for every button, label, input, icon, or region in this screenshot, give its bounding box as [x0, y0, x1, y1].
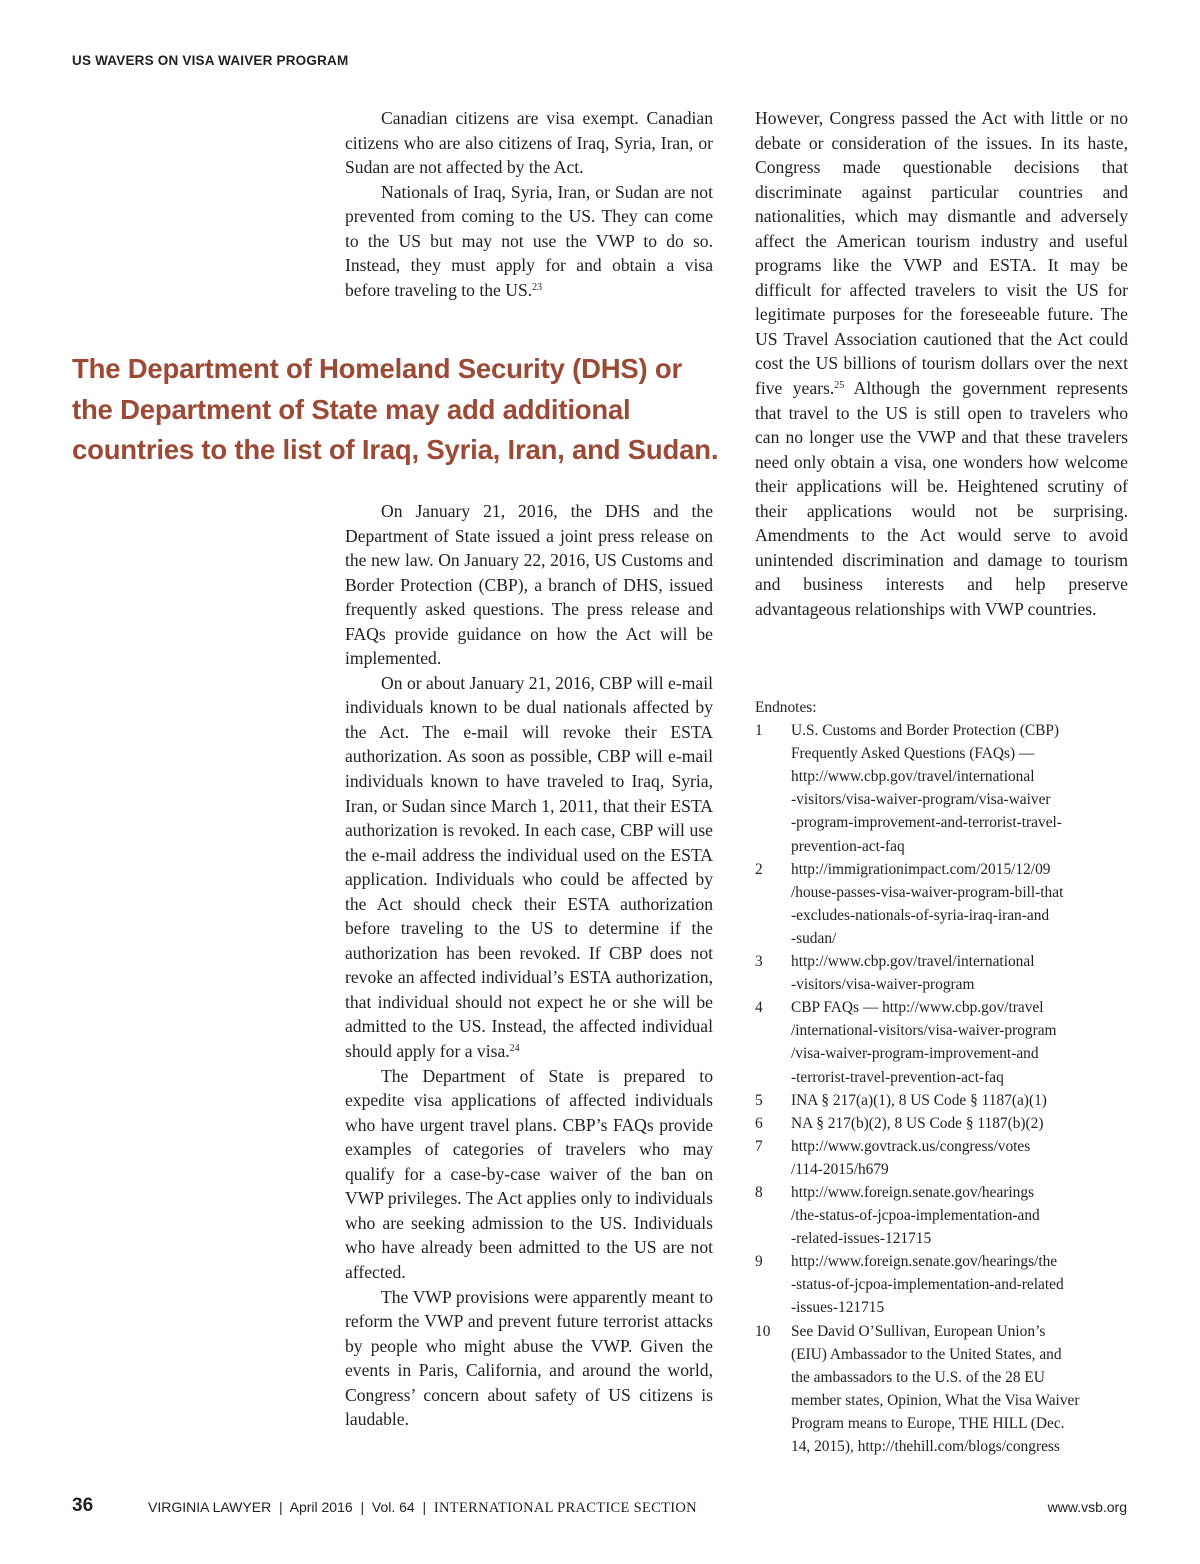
endnote-number: 1: [755, 722, 763, 740]
endnote-text: [791, 950, 1135, 996]
running-head: US WAVERS ON VISA WAIVER PROGRAM: [72, 53, 349, 68]
endnote-line: /visa-waiver-program-improvement-and: [791, 1045, 1039, 1063]
paragraph-text-a: However, Congress passed the Act with little or no debate or consideration of the issues. In its haste, Congress made questionable decisions that discriminate against particular countries and nationalities, which may dismantle and adversely affect the American tourism industry and useful programs like the VWP and ESTA. It may be difficult for affected travelers to visit the US for legitimate purposes for the foreseeable future. The US Travel Association cautioned that the Act could cost the US billions of tourism dollars over the next five years.: [755, 108, 1128, 399]
endnote-item: [755, 1112, 1135, 1135]
endnote-line: prevention-act-faq: [791, 837, 905, 855]
endnote-item: [755, 1320, 1135, 1459]
endnote-number: 3: [755, 953, 763, 971]
endnote-text: [791, 1181, 1135, 1250]
endnote-line: http://www.govtrack.us/congress/votes: [791, 1137, 1031, 1155]
endnote-item: [755, 1135, 1135, 1181]
paragraph-cbp-email: [345, 671, 713, 1064]
endnote-line: -sudan/: [791, 929, 837, 947]
paragraph-state-department: The Department of State is prepared to expedite visa applications of affected individuals who have urgent travel plans. CBP’s FAQs provide examples of categories of travelers who may qualify for a case-by-case waiver of the ban on VWP privileges. The Act applies only to individuals who are seeking admission to the US. Individuals who have already been admitted to the US are not affected.: [345, 1065, 713, 1282]
endnote-number: 5: [755, 1091, 763, 1109]
endnote-line: /house-passes-visa-waiver-program-bill-that: [791, 883, 1064, 901]
issue-date: April 2016: [289, 1499, 353, 1515]
endnote-number: 10: [755, 1322, 771, 1340]
endnote-line: INA § 217(a)(1), 8 US Code § 1187(a)(1): [791, 1091, 1047, 1109]
column-a: [345, 106, 713, 302]
section-name: INTERNATIONAL PRACTICE SECTION: [433, 1500, 697, 1516]
endnote-line: http://www.cbp.gov/travel/international: [791, 768, 1035, 786]
endnote-text: [791, 1089, 1135, 1112]
endnote-line: U.S. Customs and Border Protection (CBP): [791, 722, 1060, 740]
separator: |: [352, 1499, 372, 1515]
endnote-number: 2: [755, 860, 763, 878]
endnote-line: Program means to Europe, THE HILL (Dec.: [791, 1414, 1065, 1432]
endnote-number: 6: [755, 1114, 763, 1132]
endnote-item: [755, 719, 1135, 858]
endnote-ref-25: 25: [834, 380, 845, 392]
endnote-line: -status-of-jcpoa-implementation-and-related: [791, 1276, 1064, 1294]
endnote-text: [791, 996, 1135, 1088]
endnote-line: member states, Opinion, What the Visa Waiver: [791, 1391, 1080, 1409]
endnote-item: [755, 1089, 1135, 1112]
footer-publication-line: [148, 1499, 697, 1517]
endnote-text: [791, 1135, 1135, 1181]
endnote-line: http://www.cbp.gov/travel/international: [791, 953, 1035, 971]
footer-url: www.vsb.org: [1047, 1499, 1127, 1515]
endnote-line: See David O’Sullivan, European Union’s: [791, 1322, 1046, 1340]
endnote-item: [755, 950, 1135, 996]
endnote-line: -terrorist-travel-prevention-act-faq: [791, 1068, 1004, 1086]
endnote-ref-24: 24: [509, 1043, 520, 1055]
paragraph-nationals: [345, 180, 713, 303]
paragraph-congress: [755, 106, 1128, 621]
paragraph-vwp-provisions: The VWP provisions were apparently meant to reform the VWP and prevent future terrorist attacks by people who might abuse the VWP. Given the events in Paris, California, and around the world, Congress’ concern about safety of US citizens is laudable.: [345, 1286, 713, 1430]
endnote-number: 7: [755, 1137, 763, 1155]
endnote-line: 14, 2015), http://thehill.com/blogs/congress: [791, 1438, 1060, 1455]
paragraph-text: Nationals of Iraq, Syria, Iran, or Sudan are not prevented from coming to the US. They can come to the US but may not use the VWP to do so. Instead, they must apply for and obtain a visa before traveling to the US.: [345, 181, 713, 300]
endnote-line: http://www.foreign.senate.gov/hearings/the: [791, 1253, 1058, 1271]
publication-name: VIRGINIA LAWYER: [148, 1499, 272, 1515]
endnote-text: [791, 1320, 1135, 1459]
column-c: [755, 106, 1128, 621]
paragraph-canadian-citizens: Canadian citizens are visa exempt. Canadian citizens who are also citizens of Iraq, Syria, Iran, or Sudan are not affected by the Act.: [345, 108, 713, 178]
endnotes-title: Endnotes:: [755, 699, 817, 716]
page-number: 36: [72, 1495, 94, 1516]
endnote-line: /international-visitors/visa-waiver-program: [791, 1022, 1057, 1040]
endnotes: [755, 696, 1135, 1458]
endnote-item: [755, 996, 1135, 1088]
endnote-text: [791, 858, 1135, 950]
endnote-line: NA § 217(b)(2), 8 US Code § 1187(b)(2): [791, 1114, 1044, 1132]
endnote-line: -excludes-nationals-of-syria-iraq-iran-and: [791, 906, 1050, 924]
endnote-number: 9: [755, 1253, 763, 1271]
column-b: [345, 499, 713, 1432]
page-footer: [0, 1495, 1200, 1519]
endnote-line: -related-issues-121715: [791, 1230, 932, 1248]
endnote-ref-23: 23: [532, 281, 543, 293]
endnote-number: 8: [755, 1183, 763, 1201]
endnote-line: -visitors/visa-waiver-program/visa-waiver: [791, 791, 1051, 809]
endnote-line: /the-status-of-jcpoa-implementation-and: [791, 1207, 1040, 1225]
endnote-line: -issues-121715: [791, 1299, 885, 1317]
endnote-line: -program-improvement-and-terrorist-travel-: [791, 814, 1062, 832]
endnote-line: CBP FAQs — http://www.cbp.gov/travel: [791, 999, 1044, 1017]
endnote-item: [755, 1250, 1135, 1319]
endnote-text: [791, 1112, 1135, 1135]
endnote-text: [791, 1250, 1135, 1319]
paragraph-press-release: On January 21, 2016, the DHS and the Department of State issued a joint press release on the new law. On January 22, 2016, US Customs and Border Protection (CBP), a branch of DHS, issued frequently asked questions. The press release and FAQs provide guidance on how the Act will be implemented.: [345, 501, 713, 669]
endnote-line: the ambassadors to the U.S. of the 28 EU: [791, 1368, 1045, 1386]
endnote-line: -visitors/visa-waiver-program: [791, 976, 975, 994]
volume: Vol. 64: [371, 1499, 415, 1515]
endnote-item: [755, 858, 1135, 950]
paragraph-text-b: Although the government represents that travel to the US is still open to travelers who can no longer use the VWP and that these travelers need only obtain a visa, one wonders how welcome their applications will be. Heightened scrutiny of their applications would not be surprising. Amendments to the Act would serve to avoid unintended discrimination and damage to tourism and business interests and help preserve advantageous relationships with VWP countries.: [755, 378, 1128, 619]
endnote-line: /114-2015/h679: [791, 1160, 889, 1178]
endnote-line: (EIU) Ambassador to the United States, and: [791, 1345, 1062, 1363]
endnote-line: http://immigrationimpact.com/2015/12/09: [791, 860, 1051, 878]
separator: |: [414, 1499, 434, 1515]
endnote-line: http://www.foreign.senate.gov/hearings: [791, 1183, 1035, 1201]
separator: |: [271, 1499, 290, 1515]
endnote-text: [791, 719, 1135, 858]
endnote-line: Frequently Asked Questions (FAQs) —: [791, 745, 1035, 763]
paragraph-text: On or about January 21, 2016, CBP will e-mail individuals known to be dual nationals affected by the Act. The e-mail will revoke their ESTA authorization. As soon as possible, CBP will e-mail individuals known to have traveled to Iraq, Syria, Iran, or Sudan since March 1, 2011, that their ESTA authorization is revoked. In each case, CBP will use the e-mail address the individual used on the ESTA application. Individuals who could be affected by the Act should check their ESTA authorization before traveling to the US to determine if the authorization has been revoked. If CBP does not revoke an affected individual’s ESTA authorization, that individual should not expect he or she will be admitted to the US. Instead, the affected individual should apply for a visa.: [345, 672, 713, 1062]
endnote-list: [755, 719, 1135, 1458]
endnote-item: [755, 1181, 1135, 1250]
endnote-number: 4: [755, 999, 763, 1017]
pull-quote: The Department of Homeland Security (DHS) or the Department of State may add additional countries to the list of Iraq, Syria, Iran, and Sudan.: [72, 353, 719, 465]
